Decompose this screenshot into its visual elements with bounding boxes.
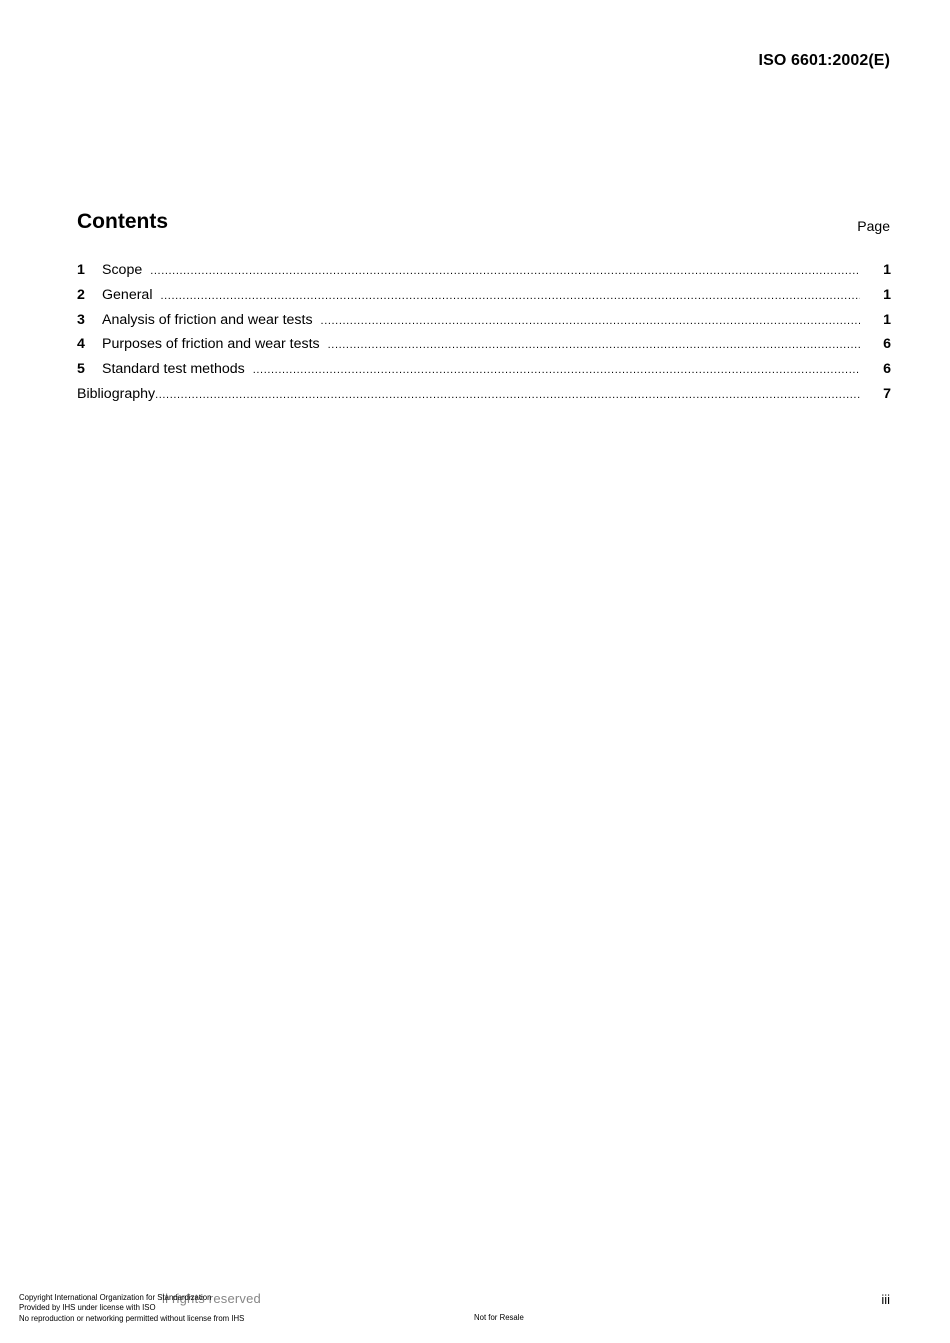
toc-entry-analysis[interactable] bbox=[77, 312, 891, 337]
toc-entry-title: Purposes of friction and wear tests bbox=[102, 336, 320, 353]
rights-reserved-label: ll rights reserved bbox=[162, 1291, 261, 1306]
toc-entry-page: 6 bbox=[883, 336, 891, 353]
toc-entry-page: 1 bbox=[883, 286, 891, 303]
toc-entry-bibliography[interactable] bbox=[77, 386, 891, 411]
toc-entry-title: General bbox=[102, 286, 153, 303]
page-column-label: Page bbox=[857, 218, 890, 234]
toc-entry-number: 4 bbox=[77, 336, 85, 353]
toc-entry-title: Bibliography bbox=[77, 385, 156, 402]
reproduction-line: No reproduction or networking permitted without license from IHS bbox=[19, 1313, 245, 1323]
not-for-resale-label: Not for Resale bbox=[474, 1313, 524, 1322]
toc-leader-dots bbox=[253, 364, 860, 376]
toc-entry-page: 6 bbox=[883, 361, 891, 378]
toc-entry-number: 5 bbox=[77, 361, 85, 378]
toc-entry-title: Scope bbox=[102, 262, 143, 278]
document-id-header: ISO 6601:2002(E) bbox=[758, 52, 890, 69]
toc-entry-number: 2 bbox=[77, 286, 85, 303]
toc-entry-number: 3 bbox=[77, 311, 85, 328]
toc-entry-scope[interactable] bbox=[77, 262, 891, 287]
toc-entry-number: 1 bbox=[77, 262, 85, 278]
provided-by-line: Provided by IHS under license with ISO bbox=[19, 1303, 156, 1313]
toc-leader-dots bbox=[150, 265, 860, 277]
copyright-line: Copyright International Organization for Standardization bbox=[19, 1293, 212, 1302]
table-of-contents bbox=[77, 262, 891, 411]
toc-entry-page: 1 bbox=[883, 262, 891, 278]
contents-heading: Contents bbox=[77, 210, 168, 233]
toc-leader-dots bbox=[155, 389, 860, 401]
toc-leader-dots bbox=[321, 315, 860, 327]
toc-entry-title: Standard test methods bbox=[102, 361, 245, 378]
toc-entry-page: 7 bbox=[883, 385, 891, 402]
page-number: iii bbox=[881, 1292, 890, 1307]
toc-entry-general[interactable] bbox=[77, 287, 891, 312]
toc-entry-page: 1 bbox=[883, 311, 891, 328]
toc-leader-dots bbox=[328, 339, 860, 351]
toc-entry-standard-test-methods[interactable] bbox=[77, 361, 891, 386]
toc-leader-dots bbox=[160, 290, 860, 302]
toc-entry-purposes[interactable] bbox=[77, 336, 891, 361]
copyright-notice bbox=[19, 1293, 244, 1324]
toc-entry-title: Analysis of friction and wear tests bbox=[102, 311, 313, 328]
